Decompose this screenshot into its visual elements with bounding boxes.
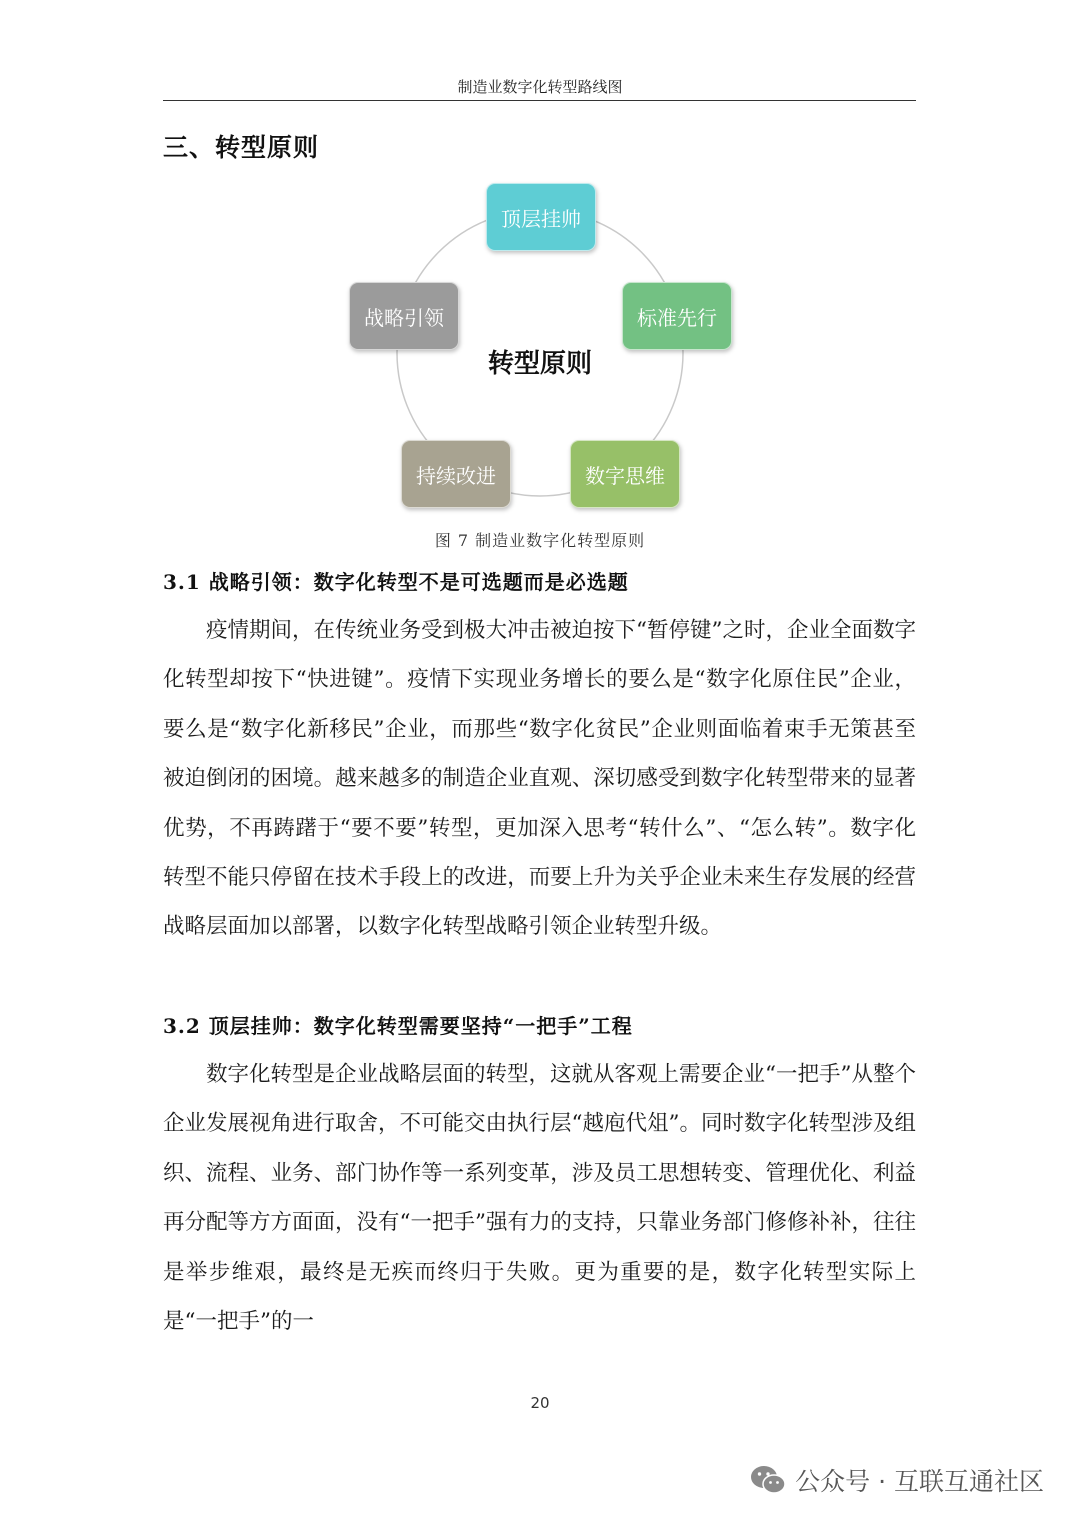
node-right	[622, 282, 732, 350]
wechat-icon	[749, 1463, 787, 1497]
subheading-3-2: 3.2 顶层挂帅：数字化转型需要坚持“一把手”工程	[163, 1014, 633, 1038]
node-left-label: 战略引领	[364, 305, 444, 330]
node-right-label: 标准先行	[637, 305, 717, 330]
node-left	[349, 282, 459, 350]
node-bottom-right-label: 数字思维	[585, 463, 665, 488]
watermark	[749, 1462, 1044, 1498]
node-top	[486, 183, 596, 251]
page-header-title: 制造业数字化转型路线图	[457, 78, 623, 96]
node-bottom-left	[401, 440, 511, 508]
watermark-text: 公众号 · 互联互通社区	[795, 1467, 1044, 1496]
paragraph-3-2: 数字化转型是企业战略层面的转型，这就从客观上需要企业“一把手”从整个企业发展视角进行取舍，不可能交由执行层“越庖代俎”。同时数字化转型涉及组织、流程、业务、部门协作等一系列变革，涉及员工思想转变、管理优化、利益再分配等方方面面，没有“一把手”强有力的支持，只靠业务部门修修补补，往往是举步维艰，最终是无疾而终归于失败。更为重要的是，数字化转型实际上是“一把手”的一	[163, 1062, 916, 1335]
header-rule	[163, 100, 916, 101]
node-bottom-right	[570, 440, 680, 508]
page-number: 20	[530, 1394, 550, 1412]
subheading-3-1: 3.1 战略引领：数字化转型不是可选题而是必选题	[163, 570, 629, 594]
diagram-center-label: 转型原则	[487, 349, 592, 379]
principles-diagram	[340, 175, 740, 520]
figure-caption: 图 7 制造业数字化转型原则	[434, 531, 646, 550]
node-bottom-left-label: 持续改进	[416, 463, 496, 488]
node-top-label: 顶层挂帅	[501, 206, 581, 231]
paragraph-3-1: 疫情期间，在传统业务受到极大冲击被迫按下“暂停键”之时，企业全面数字化转型却按下“快进键”。疫情下实现业务增长的要么是“数字化原住民”企业，要么是“数字化新移民”企业，而那些“数字化贫民”企业则面临着束手无策甚至被迫倒闭的困境。越来越多的制造企业直观、深切感受到数字化转型带来的显著优势，不再踌躇于“要不要”转型，更加深入思考“转什么”、“怎么转”。数字化转型不能只停留在技术手段上的改进，而要上升为关乎企业未来生存发展的经营战略层面加以部署，以数字化转型战略引领企业转型升级。	[163, 618, 916, 940]
section-title: 三、转型原则	[163, 133, 320, 162]
